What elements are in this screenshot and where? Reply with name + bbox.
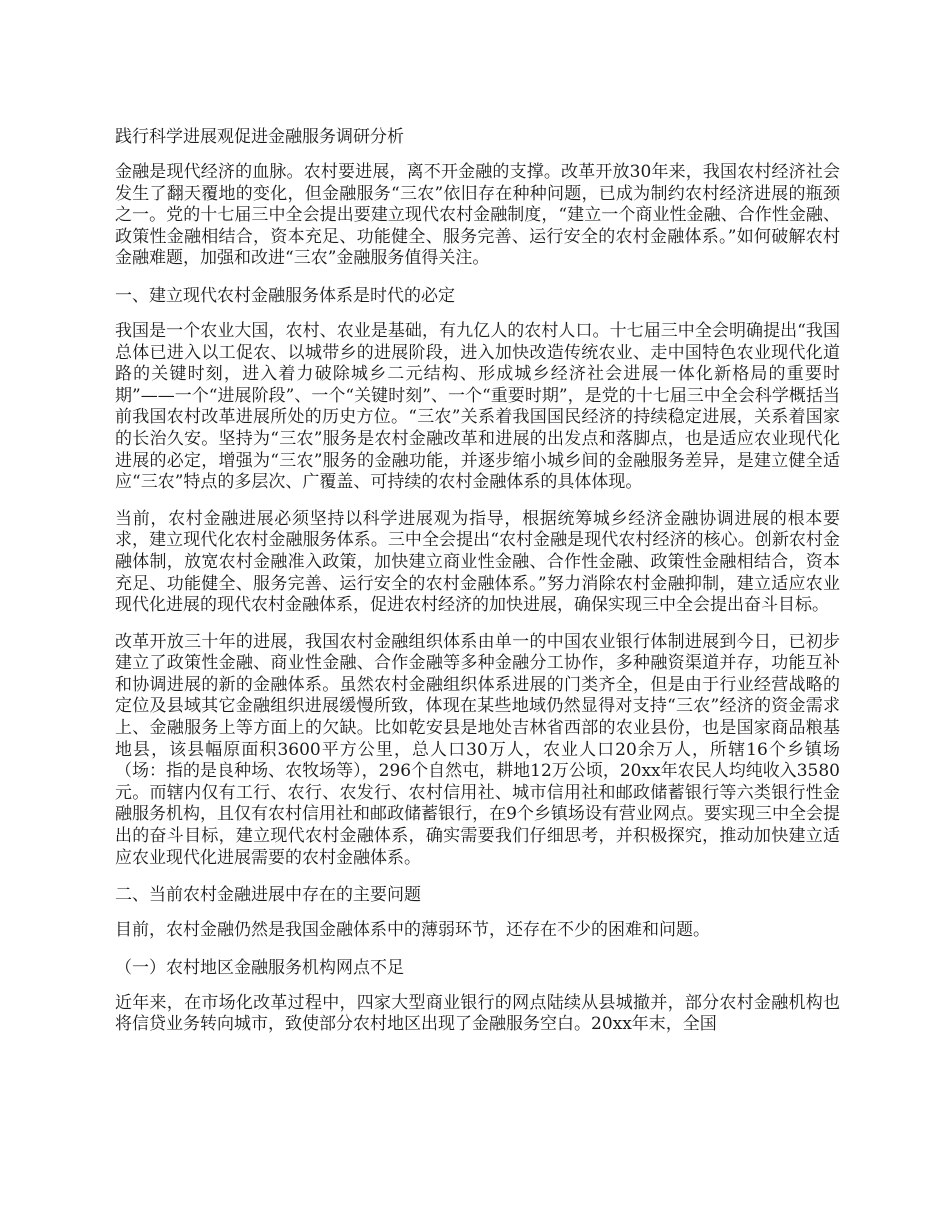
paragraph-agricultural-country: 我国是一个农业大国，农村、农业是基础，有九亿人的农村人口。十七届三中全会明确提出“我国总体已进入以工促农、以城带乡的进展阶段，进入加快改造传统农业、走中国特色农业现代化道路的关键时刻，进入着力破除城乡二元结构、形成城乡经济社会进展一体化新格局的重要时期”——一个“进展阶段”、一个“关键时刻”、一个“重要时期”，是党的十七届三中全会科学概括当前我国农村改革进展所处的历史方位。“三农”关系着我国国民经济的持续稳定进展，关系着国家的长治久安。坚持为“三农”服务是农村金融改革和进展的出发点和落脚点，也是适应农业现代化进展的必定，增强为“三农”服务的金融功能，并逐步缩小城乡间的金融服务差异，是建立健全适应“三农”特点的多层次、广覆盖、可持续的农村金融体系的具体体现。 [115,320,840,493]
paragraph-reform-thirty-years: 改革开放三十年的进展，我国农村金融组织体系由单一的中国农业银行体制进展到今日，已初步建立了政策性金融、商业性金融、合作金融等多种金融分工协作，多种融资渠道并存，功能互补和协调进展的新的金融体系。虽然农村金融组织体系进展的门类齐全，但是由于行业经营战略的定位及县域其它金融组织进展缓慢所致，体现在某些地域仍然显得对支持“三农”经济的资金需求上、金融服务上等方面上的欠缺。比如乾安县是地处吉林省西部的农业县份，也是国家商品粮基地县，该县幅原面积3600平方公里，总人口30万人，农业人口20余万人，所辖16个乡镇场（场：指的是良种场、农牧场等），296个自然屯，耕地12万公顷，20xx年农民人均纯收入3580元。而辖内仅有工行、农行、农发行、农村信用社、城市信用社和邮政储蓄银行等六类银行性金融服务机构，且仅有农村信用社和邮政储蓄银行，在9个乡镇场设有营业网点。要实现三中全会提出的奋斗目标，建立现代农村金融体系，确实需要我们仔细思考，并积极探究，推动加快建立适应农业现代化进展需要的农村金融体系。 [115,631,840,868]
section-heading-1: 一、建立现代农村金融服务体系是时代的必定 [115,285,455,306]
subsection-heading-1: （一）农村地区金融服务机构网点不足 [115,957,404,978]
paragraph-intro: 金融是现代经济的血脉。农村要进展，离不开金融的支撑。改革开放30年来，我国农村经济社会发生了翻天覆地的变化，但金融服务“三农”依旧存在种种问题，已成为制约农村经济进展的瓶颈之一。党的十七届三中全会提出要建立现代农村金融制度，“建立一个商业性金融、合作性金融、政策性金融相结合，资本充足、功能健全、服务完善、运行安全的农村金融体系。”如何破解农村金融难题，加强和改进“三农”金融服务值得关注。 [115,162,840,269]
paragraph-recent-years: 近年来，在市场化改革过程中，四家大型商业银行的网点陆续从县城撤并，部分农村金融机构也将信贷业务转向城市，致使部分农村地区出现了金融服务空白。20xx年末，全国 [115,992,840,1035]
paragraph-weak-link: 目前，农村金融仍然是我国金融体系中的薄弱环节，还存在不少的困难和问题。 [115,920,710,941]
section-heading-2: 二、当前农村金融进展中存在的主要问题 [115,885,421,906]
document-title: 践行科学进展观促进金融服务调研分析 [115,127,404,147]
document-page [115,126,840,1051]
paragraph-current-development: 当前，农村金融进展必须坚持以科学进展观为指导，根据统筹城乡经济金融协调进展的根本要求，建立现代化农村金融服务体系。三中全会提出“农村金融是现代农村经济的核心。创新农村金融体制，放宽农村金融准入政策，加快建立商业性金融、合作性金融、政策性金融相结合，资本充足、功能健全、服务完善、运行安全的农村金融体系。”努力消除农村金融抑制，建立适应农业现代化进展的现代农村金融体系，促进农村经济的加快进展，确保实现三中全会提出奋斗目标。 [115,508,840,616]
